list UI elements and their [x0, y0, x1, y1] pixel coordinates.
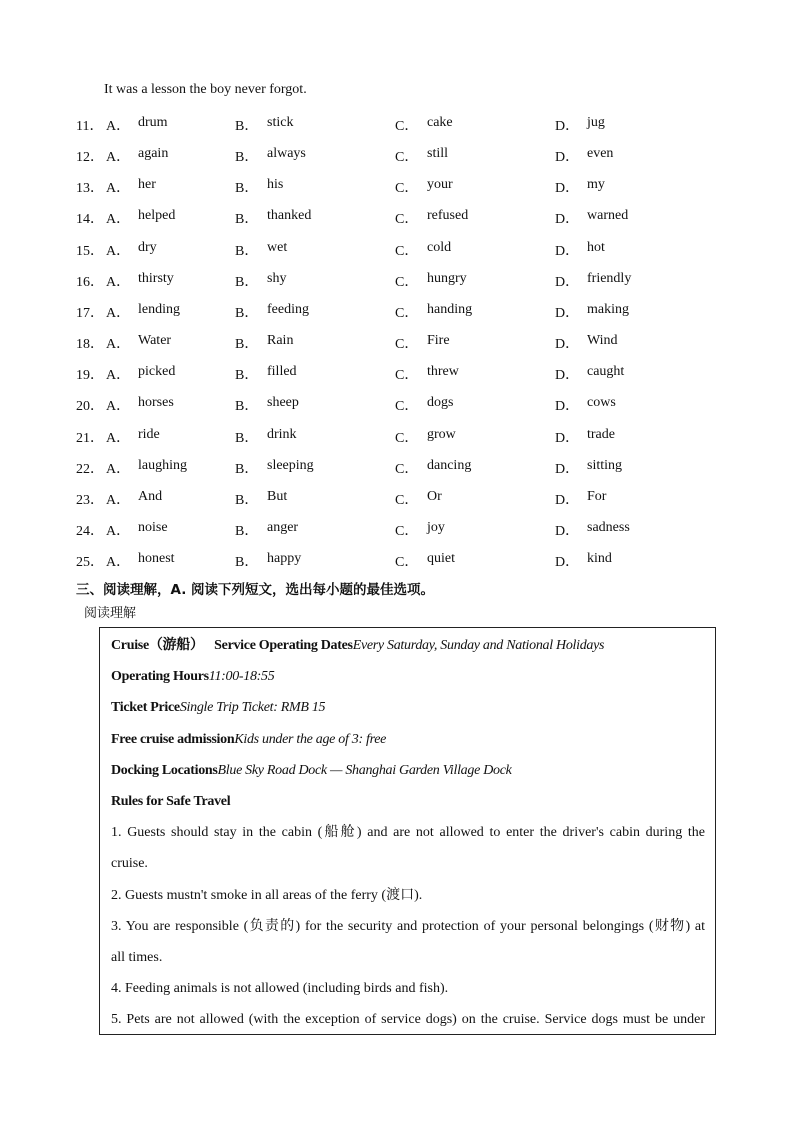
- option-c-text: grow: [427, 426, 456, 442]
- question-row: [76, 115, 716, 135]
- option-a-text: her: [138, 177, 156, 193]
- option-b-text: drink: [267, 426, 297, 442]
- option-b-label: B．: [235, 368, 259, 384]
- service-dates-value: Every Saturday, Sunday and National Holidays: [352, 638, 605, 653]
- option-d-label: D．: [555, 181, 580, 197]
- option-a-text: And: [138, 488, 163, 504]
- option-a-text: thirsty: [138, 270, 174, 286]
- option-d-text: my: [587, 177, 605, 193]
- option-d-text: sadness: [587, 520, 630, 535]
- option-d-label: D．: [555, 399, 580, 415]
- option-a-label: A．: [106, 524, 131, 539]
- notice-line-hours: [111, 667, 705, 687]
- option-b-label: B．: [235, 181, 259, 197]
- option-b-text: happy: [267, 551, 302, 567]
- rules-title: Rules for Safe Travel: [111, 794, 231, 809]
- free-label: Free cruise admission: [111, 732, 235, 747]
- option-a-label: A．: [106, 461, 131, 477]
- option-b-label: B．: [235, 212, 259, 228]
- option-c-label: C．: [395, 243, 419, 259]
- notice-line-price: [111, 698, 705, 718]
- option-d-label: D．: [555, 524, 580, 539]
- option-d-text: cows: [587, 395, 616, 411]
- price-label: Ticket Price: [111, 700, 180, 715]
- option-a-label: A．: [106, 399, 131, 415]
- option-c-text: handing: [427, 301, 473, 317]
- question-row: [76, 333, 716, 353]
- option-b-text: But: [267, 488, 288, 504]
- question-row: [76, 364, 716, 384]
- option-d-text: For: [587, 488, 607, 504]
- question-number: 19．: [76, 368, 104, 384]
- option-c-label: C．: [395, 274, 419, 290]
- option-c-label: C．: [395, 399, 419, 415]
- option-d-text: friendly: [587, 270, 632, 286]
- option-a-label: A．: [106, 337, 131, 352]
- rule-3-line-1: 3. You are responsible (负责的) for the security and protection of your personal belongings (财物) at: [111, 919, 705, 934]
- option-c-label: C．: [395, 305, 419, 321]
- question-number: 23．: [76, 492, 104, 508]
- option-a-text: again: [138, 146, 169, 162]
- sub-heading: 阅读理解: [84, 606, 137, 621]
- option-b-text: stick: [267, 115, 294, 130]
- option-b-text: his: [267, 177, 284, 193]
- option-d-text: kind: [587, 551, 612, 567]
- option-b-label: B．: [235, 119, 259, 134]
- question-number: 18．: [76, 337, 104, 352]
- option-d-label: D．: [555, 274, 580, 290]
- option-a-label: A．: [106, 181, 131, 197]
- option-b-text: feeding: [267, 301, 309, 317]
- price-value: Single Trip Ticket: RMB 15: [179, 700, 326, 715]
- option-c-text: threw: [427, 364, 459, 380]
- option-c-text: your: [427, 177, 453, 193]
- option-d-label: D．: [555, 492, 580, 508]
- question-number: 16．: [76, 274, 104, 290]
- option-b-text: thanked: [267, 208, 312, 224]
- option-b-label: B．: [235, 305, 259, 321]
- option-a-label: A．: [106, 119, 131, 134]
- option-d-label: D．: [555, 430, 580, 446]
- service-dates-label: Service Operating Dates: [214, 638, 353, 653]
- option-c-label: C．: [395, 461, 419, 477]
- option-a-text: laughing: [138, 457, 187, 473]
- option-b-label: B．: [235, 461, 259, 477]
- notice-line-cruise: [111, 636, 705, 656]
- option-d-text: sitting: [587, 457, 623, 473]
- intro-sentence: It was a lesson the boy never forgot.: [104, 82, 307, 97]
- rule-1-line-1: 1. Guests should stay in the cabin (船舱) and are not allowed to enter the driver's cabin during the: [111, 825, 705, 840]
- docking-value: Blue Sky Road Dock — Shanghai Garden Village Dock: [217, 763, 512, 778]
- option-c-label: C．: [395, 119, 419, 134]
- option-a-label: A．: [106, 430, 131, 446]
- option-a-label: A．: [106, 492, 131, 508]
- section-heading: 三、阅读理解，A. 阅读下列短文，选出每小题的最佳选项。: [76, 582, 435, 598]
- rule-3-line-2: all times.: [111, 950, 163, 965]
- rule-4: 4. Feeding animals is not allowed (including birds and fish).: [111, 981, 449, 996]
- option-c-label: C．: [395, 430, 419, 446]
- question-row: [76, 520, 716, 540]
- option-d-text: making: [587, 301, 629, 317]
- question-number: 15．: [76, 243, 104, 259]
- question-row: [76, 177, 716, 197]
- question-number: 25．: [76, 555, 104, 571]
- rule-2: 2. Guests mustn't smoke in all areas of the ferry (渡口).: [111, 888, 423, 903]
- option-c-text: still: [427, 146, 449, 162]
- option-b-text: shy: [267, 270, 287, 286]
- option-c-text: joy: [427, 520, 445, 535]
- question-row: [76, 271, 716, 291]
- option-d-text: Wind: [587, 333, 618, 348]
- option-a-text: honest: [138, 551, 175, 567]
- option-c-label: C．: [395, 555, 419, 571]
- option-d-label: D．: [555, 461, 580, 477]
- question-row: [76, 208, 716, 228]
- option-d-text: trade: [587, 426, 615, 442]
- option-c-label: C．: [395, 150, 419, 166]
- option-b-text: wet: [267, 239, 288, 255]
- option-b-label: B．: [235, 555, 259, 571]
- rule-1-line-2: cruise.: [111, 856, 148, 871]
- question-number: 20．: [76, 399, 104, 415]
- option-c-text: Fire: [427, 333, 450, 348]
- option-b-label: B．: [235, 150, 259, 166]
- option-a-label: A．: [106, 555, 131, 571]
- question-row: [76, 551, 716, 571]
- option-c-label: C．: [395, 212, 419, 228]
- option-c-text: refused: [427, 208, 469, 224]
- option-d-text: even: [587, 146, 614, 162]
- option-b-text: filled: [267, 364, 297, 380]
- free-value: Kids under the age of 3: free: [234, 732, 387, 747]
- question-row: [76, 489, 716, 509]
- question-number: 12．: [76, 150, 104, 166]
- option-b-text: sheep: [267, 395, 299, 411]
- option-c-label: C．: [395, 181, 419, 197]
- question-number: 22．: [76, 461, 104, 477]
- hours-value: 11:00-18:55: [208, 669, 275, 684]
- question-number: 11．: [76, 119, 104, 134]
- option-d-label: D．: [555, 243, 580, 259]
- option-c-text: Or: [427, 488, 442, 504]
- question-number: 21．: [76, 430, 104, 446]
- option-d-text: hot: [587, 239, 605, 255]
- question-number: 13．: [76, 181, 104, 197]
- option-d-label: D．: [555, 305, 580, 321]
- option-b-text: anger: [267, 520, 299, 535]
- question-row: [76, 146, 716, 166]
- question-number: 17．: [76, 305, 104, 321]
- cruise-label: Cruise（游船）: [111, 638, 204, 653]
- option-c-text: hungry: [427, 270, 467, 286]
- option-d-text: warned: [587, 208, 629, 224]
- option-c-text: dancing: [427, 457, 472, 473]
- option-b-text: sleeping: [267, 457, 314, 473]
- option-d-text: caught: [587, 364, 625, 380]
- option-a-text: noise: [138, 520, 168, 535]
- option-a-text: dry: [138, 239, 157, 255]
- option-a-text: Water: [138, 333, 172, 348]
- option-b-label: B．: [235, 337, 259, 352]
- docking-label: Docking Locations: [111, 763, 218, 778]
- option-b-label: B．: [235, 243, 259, 259]
- option-c-label: C．: [395, 524, 419, 539]
- option-a-text: ride: [138, 426, 160, 442]
- option-d-text: jug: [587, 115, 605, 130]
- option-a-text: lending: [138, 301, 180, 317]
- notice-line-free: [111, 730, 705, 750]
- option-c-label: C．: [395, 492, 419, 508]
- option-d-label: D．: [555, 368, 580, 384]
- question-row: [76, 395, 716, 415]
- option-a-text: helped: [138, 208, 176, 224]
- option-a-label: A．: [106, 212, 131, 228]
- option-a-text: drum: [138, 115, 168, 130]
- option-d-label: D．: [555, 555, 580, 571]
- option-b-label: B．: [235, 492, 259, 508]
- option-a-label: A．: [106, 305, 131, 321]
- question-row: [76, 427, 716, 447]
- option-b-label: B．: [235, 430, 259, 446]
- rule-5-line-1: 5. Pets are not allowed (with the exception of service dogs) on the cruise. Service dogs must be under: [111, 1012, 705, 1027]
- option-c-text: dogs: [427, 395, 454, 411]
- question-row: [76, 302, 716, 322]
- option-b-label: B．: [235, 399, 259, 415]
- option-b-label: B．: [235, 524, 259, 539]
- option-c-label: C．: [395, 337, 419, 352]
- option-a-label: A．: [106, 274, 131, 290]
- option-b-text: always: [267, 146, 306, 162]
- option-d-label: D．: [555, 337, 580, 352]
- option-a-label: A．: [106, 368, 131, 384]
- option-c-text: quiet: [427, 551, 455, 567]
- hours-label: Operating Hours: [111, 669, 209, 684]
- option-a-label: A．: [106, 150, 131, 166]
- option-d-label: D．: [555, 150, 580, 166]
- notice-line-docking: [111, 761, 705, 781]
- question-number: 24．: [76, 524, 104, 539]
- option-a-label: A．: [106, 243, 131, 259]
- option-c-text: cake: [427, 115, 453, 130]
- option-d-label: D．: [555, 119, 580, 134]
- option-b-label: B．: [235, 274, 259, 290]
- option-a-text: horses: [138, 395, 174, 411]
- option-c-label: C．: [395, 368, 419, 384]
- question-row: [76, 240, 716, 260]
- option-a-text: picked: [138, 364, 176, 380]
- cruise-notice-box: [99, 627, 716, 1035]
- question-row: [76, 458, 716, 478]
- question-number: 14．: [76, 212, 104, 228]
- option-d-label: D．: [555, 212, 580, 228]
- option-c-text: cold: [427, 239, 452, 255]
- option-b-text: Rain: [267, 333, 294, 348]
